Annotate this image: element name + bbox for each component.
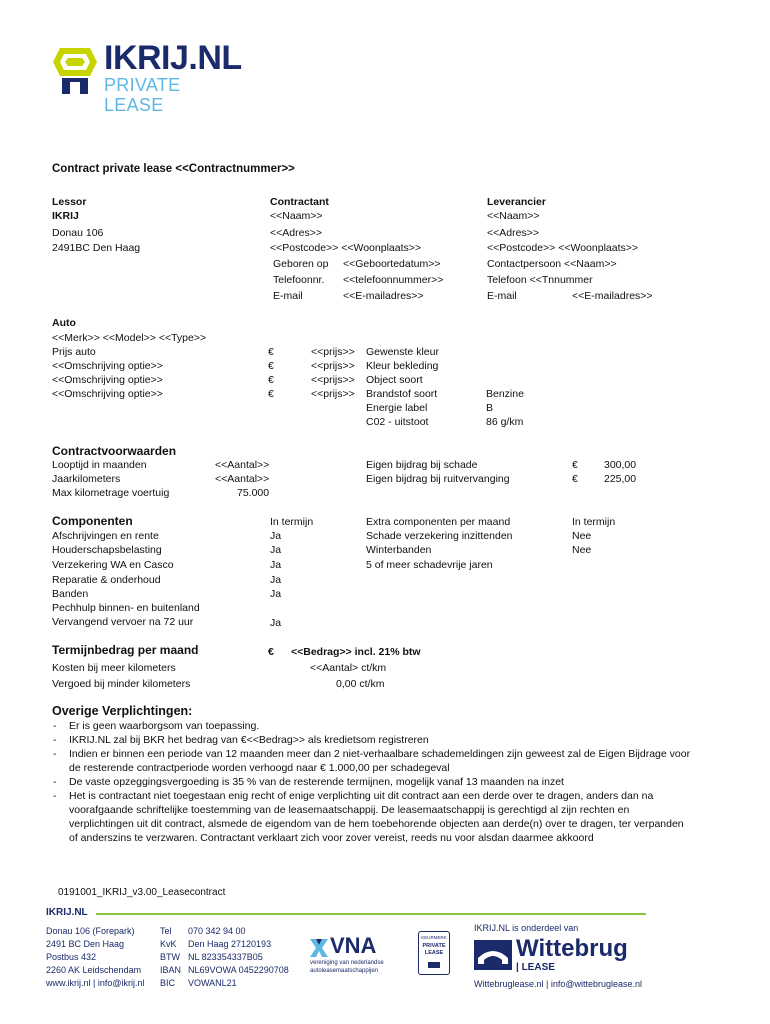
footer-val: VOWANL21 — [188, 978, 237, 988]
voorwaarden-value: 75.000 — [237, 487, 270, 499]
meer-km-label: Kosten bij meer kilometers — [52, 662, 176, 674]
auto-row-price: <<prijs>> — [311, 346, 355, 358]
footer-address-line: 2260 AK Leidschendam — [46, 965, 142, 975]
spec-label: Energie label — [366, 402, 428, 414]
euro-sign: € — [268, 346, 274, 358]
lessor-city: 2491BC Den Haag — [52, 242, 141, 254]
footer-address-line: 2491 BC Den Haag — [46, 939, 125, 949]
leverancier-postcode: <<Postcode>> <<Woonplaats>> — [487, 242, 639, 254]
list-item: - De vaste opzeggingsvergoeding is 35 % van de resterende termijnen, mogelijk vanaf 13 maanden na inzet — [52, 775, 692, 789]
badge-line: PRIVATE — [422, 943, 446, 949]
partner-web: Wittebruglease.nl | info@wittebruglease.nl — [474, 979, 643, 989]
spec-label: Kleur bekleding — [366, 360, 439, 372]
termijn-amount: <<Bedrag>> incl. 21% btw — [291, 646, 421, 658]
euro-sign: € — [268, 360, 274, 372]
vna-cross-icon — [308, 937, 330, 959]
extra-componenten-header: Extra componenten per maand — [366, 516, 511, 528]
leverancier-contact: Contactpersoon <<Naam>> — [487, 258, 617, 270]
spec-value: B — [486, 402, 494, 414]
footer-key: Tel — [160, 926, 172, 936]
minder-km-label: Vergoed bij minder kilometers — [52, 678, 191, 690]
badge-line: KEURMERK — [421, 935, 447, 940]
badge-mark — [428, 962, 440, 968]
contractant-email-label: E-mail — [273, 290, 303, 302]
auto-row-label: <<Omschrijving optie>> — [52, 374, 163, 386]
footer-address-line: Postbus 432 — [46, 952, 97, 962]
lessor-name: IKRIJ — [52, 210, 79, 222]
meer-km-value: <<Aantal> ct/km — [310, 662, 387, 674]
contract-title: Contract private lease <<Contractnummer>> — [52, 163, 295, 175]
auto-row-label: <<Omschrijving optie>> — [52, 360, 163, 372]
verplichtingen-heading: Overige Verplichtingen: — [52, 704, 193, 718]
eigen-bijdrage-value: 225,00 — [604, 473, 637, 485]
component-label: Verzekering WA en Casco — [52, 559, 174, 571]
auto-model: <<Merk>> <<Model>> <<Type>> — [52, 332, 207, 344]
list-item: - Indien er binnen een periode van 12 maanden meer dan 2 niet-verhaalbare schademeldingen zijn geweest zal de Eigen Bijdrage voor de resterende contractperiode worden verhoogd naar € 1.000,00 per schadegeval — [52, 747, 692, 775]
partner-name: Wittebrug — [516, 935, 628, 962]
verplichtingen-list — [52, 719, 692, 845]
extra-col-header: In termijn — [572, 516, 616, 528]
leverancier-address: <<Adres>> — [487, 227, 539, 239]
component-label: Houderschapsbelasting — [52, 544, 162, 556]
voorwaarden-value: <<Aantal>> — [215, 473, 270, 485]
voorwaarden-heading: Contractvoorwaarden — [52, 444, 177, 458]
extra-label: Winterbanden — [366, 544, 432, 556]
euro-sign: € — [268, 388, 274, 400]
leverancier-email-value: <<E-mailadres>> — [572, 290, 653, 302]
leverancier-email-label: E-mail — [487, 290, 517, 302]
leverancier-name: <<Naam>> — [487, 210, 540, 222]
component-value: Ja — [270, 588, 282, 600]
footer-address-line: Donau 106 (Forepark) — [46, 926, 135, 936]
eigen-bijdrage-label: Eigen bijdrag bij schade — [366, 459, 478, 471]
contractant-born-label: Geboren op — [273, 258, 329, 270]
footer-val: NL69VOWA 0452290708 — [188, 965, 289, 975]
partner-text: IKRIJ.NL is onderdeel van — [474, 923, 579, 933]
contractant-phone-label: Telefoonnr. — [273, 274, 325, 286]
component-value: Ja — [270, 559, 282, 571]
component-label: Vervangend vervoer na 72 uur — [52, 616, 194, 628]
auto-row-price: <<prijs>> — [311, 388, 355, 400]
lessor-heading: Lessor — [52, 196, 87, 208]
wittebrug-bridge-icon — [474, 940, 512, 970]
voorwaarden-label: Looptijd in maanden — [52, 459, 147, 471]
contractant-postcode: <<Postcode>> <<Woonplaats>> — [270, 242, 422, 254]
keurmerk-badge — [418, 931, 450, 975]
document-reference: 0191001_IKRIJ_v3.00_Leasecontract — [58, 887, 226, 898]
spec-label: Brandstof soort — [366, 388, 438, 400]
ikrij-logo — [52, 39, 242, 115]
euro-sign: € — [268, 646, 274, 658]
component-value: Ja — [270, 574, 282, 586]
footer-web: www.ikrij.nl | info@ikrij.nl — [46, 978, 145, 988]
spec-label: Object soort — [366, 374, 423, 386]
extra-label: 5 of meer schadevrije jaren — [366, 559, 493, 571]
leverancier-phone: Telefoon <<Tnnummer — [487, 274, 593, 286]
footer-val: 070 342 94 00 — [188, 926, 246, 936]
eigen-bijdrage-label: Eigen bijdrag bij ruitvervanging — [366, 473, 510, 485]
extra-value: Nee — [572, 530, 592, 542]
footer-key: BIC — [160, 978, 176, 988]
eigen-bijdrage-value: 300,00 — [604, 459, 637, 471]
componenten-col-header: In termijn — [270, 516, 314, 528]
contractant-phone-value: <<telefoonnummer>> — [343, 274, 444, 286]
component-value: Ja — [270, 544, 282, 556]
component-label: Pechhulp binnen- en buitenland — [52, 602, 200, 614]
component-label: Banden — [52, 588, 89, 600]
auto-row-label: Prijs auto — [52, 346, 96, 358]
euro-sign: € — [572, 459, 578, 471]
spec-label: Gewenste kleur — [366, 346, 439, 358]
auto-row-price: <<prijs>> — [311, 360, 355, 372]
component-label: Afschrijvingen en rente — [52, 530, 159, 542]
minder-km-value: 0,00 ct/km — [336, 678, 385, 690]
component-value: Ja — [270, 617, 282, 629]
componenten-heading: Componenten — [52, 514, 133, 528]
extra-value: Nee — [572, 544, 592, 556]
voorwaarden-label: Jaarkilometers — [52, 473, 121, 485]
vna-name: VNA — [330, 933, 377, 958]
contractant-born-value: <<Geboortedatum>> — [343, 258, 441, 270]
logo-subtitle: PRIVATE LEASE — [104, 75, 181, 115]
leverancier-heading: Leverancier — [487, 196, 546, 208]
lessor-street: Donau 106 — [52, 227, 104, 239]
contractant-email-value: <<E-mailadres>> — [343, 290, 424, 302]
component-label: Reparatie & onderhoud — [52, 574, 161, 586]
vna-logo — [308, 935, 408, 977]
badge-line: LEASE — [424, 950, 444, 956]
footer-key: IBAN — [160, 965, 182, 975]
extra-label: Schade verzekering inzittenden — [366, 530, 513, 542]
footer-key: KvK — [160, 939, 177, 949]
logo-name: IKRIJ.NL — [104, 39, 242, 77]
euro-sign: € — [268, 374, 274, 386]
auto-row-label: <<Omschrijving optie>> — [52, 388, 163, 400]
euro-sign: € — [572, 473, 578, 485]
termijn-heading: Termijnbedrag per maand — [52, 643, 199, 657]
ikrij-logo-icon — [52, 46, 98, 96]
voorwaarden-value: <<Aantal>> — [215, 459, 270, 471]
spec-value: Benzine — [486, 388, 524, 400]
contractant-heading: Contractant — [270, 196, 329, 208]
spec-value: 86 g/km — [486, 416, 524, 428]
auto-row-price: <<prijs>> — [311, 374, 355, 386]
vna-sub: vereniging van nederlandse — [310, 960, 384, 966]
partner-sub: | LEASE — [516, 962, 555, 973]
list-item: - Er is geen waarborgsom van toepassing. — [52, 719, 692, 733]
auto-heading: Auto — [52, 317, 76, 329]
contractant-address: <<Adres>> — [270, 227, 322, 239]
footer-val: Den Haag 27120193 — [188, 939, 272, 949]
footer-val: NL 823354337B05 — [188, 952, 263, 962]
vna-sub: autoleasemaatschappijen — [310, 968, 379, 974]
voorwaarden-label: Max kilometrage voertuig — [52, 487, 170, 499]
list-item: - IKRIJ.NL zal bij BKR het bedrag van €<<Bedrag>> als kredietsom registreren — [52, 733, 692, 747]
contractant-name: <<Naam>> — [270, 210, 323, 222]
spec-label: C02 - uitstoot — [366, 416, 429, 428]
component-value: Ja — [270, 530, 282, 542]
list-item: - Het is contractant niet toegestaan enig recht of enige verplichting uit dit contract aan een derde over te dragen, anders dan na voorafgaande schriftelijke toestemming van de leasemaatschappij. De leasemaatschappij is gerechtigd al zijn rechten en verplichtingen uit dit contract, alsmede de eigendom van de hem toebehorende objecten aan derde(n) over te dragen, ter verpanden of anderszins te verzwaren. Contractant verklaart zich voor zover vereist, reeds nu voor alsdan daarmee akkoord — [52, 789, 692, 845]
footer-key: BTW — [160, 952, 180, 962]
footer-brand: IKRIJ.NL — [46, 907, 88, 918]
